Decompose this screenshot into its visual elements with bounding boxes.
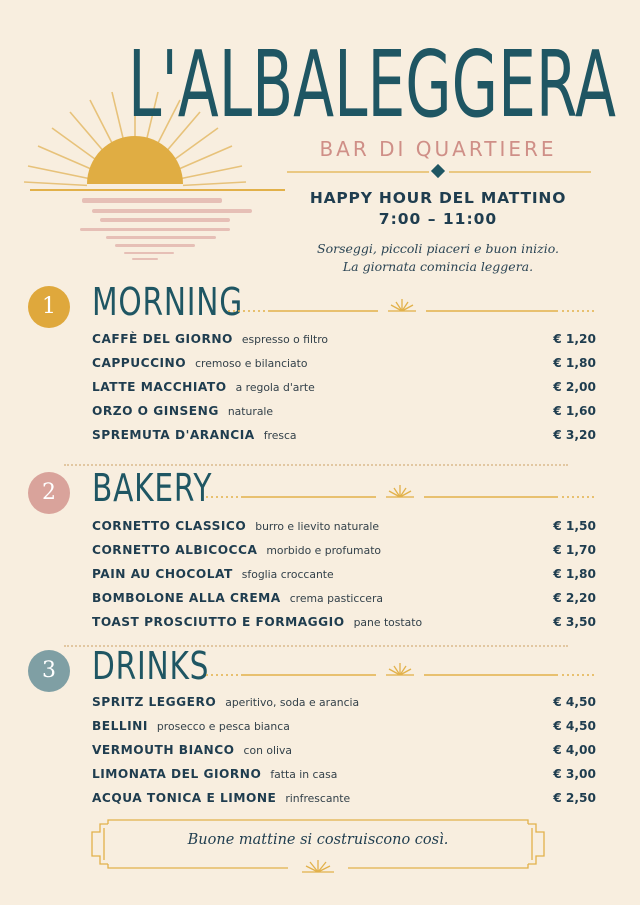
item-desc: prosecco e pesca bianca <box>156 720 290 733</box>
item-name: CORNETTO ALBICOCCA <box>92 543 258 557</box>
item-name: SPRITZ LEGGERO <box>92 695 217 709</box>
section-ornament <box>228 298 596 318</box>
section-header <box>28 466 608 514</box>
item-name: LATTE MACCHIATO <box>92 380 227 394</box>
footer-frame <box>90 818 546 878</box>
tagline-line-1: Sorseggi, piccoli piaceri e buon inizio. <box>317 241 559 256</box>
art-deco-frame <box>90 818 546 878</box>
menu-item <box>92 519 596 543</box>
item-desc: morbido e profumato <box>266 544 382 557</box>
tagline-line-2: La giornata comincia leggera. <box>342 259 534 274</box>
item-desc: crema pasticcera <box>289 592 383 605</box>
footer-slogan: Buone mattine si costruiscono così. <box>187 832 449 848</box>
item-name: ORZO O GINSENG <box>92 404 219 418</box>
menu-list-drinks <box>92 695 596 815</box>
item-name: BELLINI <box>92 719 148 733</box>
menu-list-morning <box>92 332 596 452</box>
menu-item <box>92 743 596 767</box>
section-number-badge: 1 <box>28 286 70 328</box>
item-price: € 1,80 <box>553 567 596 581</box>
item-desc: espresso o filtro <box>241 333 329 346</box>
subtitle: BAR DI QUARTIERE <box>319 137 557 161</box>
section-title: BAKERY <box>92 466 213 510</box>
item-price: € 4,50 <box>553 695 596 709</box>
section-bakery <box>28 466 608 514</box>
item-price: € 4,50 <box>553 719 596 733</box>
item-desc: con oliva <box>243 744 292 757</box>
menu-item <box>92 791 596 815</box>
item-price: € 2,50 <box>553 791 596 805</box>
item-desc: aperitivo, soda e arancia <box>225 696 360 709</box>
section-title: MORNING <box>92 280 244 324</box>
menu-item <box>92 615 596 639</box>
item-name: VERMOUTH BIANCO <box>92 743 235 757</box>
menu-list-bakery <box>92 519 596 639</box>
item-desc: pane tostato <box>353 616 423 629</box>
menu-item <box>92 767 596 791</box>
item-desc: naturale <box>227 405 274 418</box>
item-desc: a regola d'arte <box>235 381 315 394</box>
section-header <box>28 644 608 692</box>
item-name: TOAST PROSCIUTTO E FORMAGGIO <box>92 615 345 629</box>
item-desc: fatta in casa <box>270 768 338 781</box>
section-ornament <box>206 662 596 682</box>
item-name: CAPPUCCINO <box>92 356 187 370</box>
item-price: € 2,00 <box>553 380 596 394</box>
item-name: CAFFÈ DEL GIORNO <box>92 332 233 346</box>
section-ornament <box>206 484 596 504</box>
item-price: € 1,70 <box>553 543 596 557</box>
item-price: € 3,00 <box>553 767 596 781</box>
item-price: € 1,50 <box>553 519 596 533</box>
happy-hour-label: HAPPY HOUR DEL MATTINO <box>309 189 567 207</box>
brand-title-text: L'ALBALEGGERA <box>128 31 617 128</box>
menu-item <box>92 695 596 719</box>
item-desc: fresca <box>263 429 297 442</box>
section-morning <box>28 280 608 328</box>
item-price: € 1,60 <box>553 404 596 418</box>
menu-item <box>92 543 596 567</box>
menu-item <box>92 567 596 591</box>
item-price: € 3,50 <box>553 615 596 629</box>
menu-item <box>92 719 596 743</box>
item-desc: rinfrescante <box>285 792 351 805</box>
item-name: BOMBOLONE ALLA CREMA <box>92 591 281 605</box>
menu-item <box>92 380 596 404</box>
item-desc: sfoglia croccante <box>241 568 334 581</box>
item-desc: cremoso e bilanciato <box>195 357 308 370</box>
menu-item <box>92 404 596 428</box>
tagline <box>286 240 590 276</box>
item-name: CORNETTO CLASSICO <box>92 519 247 533</box>
item-price: € 2,20 <box>553 591 596 605</box>
item-price: € 4,00 <box>553 743 596 757</box>
section-header <box>28 280 608 328</box>
item-price: € 1,80 <box>553 356 596 370</box>
item-name: PAIN AU CHOCOLAT <box>92 567 233 581</box>
section-number-badge: 2 <box>28 472 70 514</box>
menu-item <box>92 428 596 452</box>
menu-item <box>92 591 596 615</box>
section-number-badge: 3 <box>28 650 70 692</box>
menu-item <box>92 356 596 380</box>
section-drinks <box>28 644 608 692</box>
item-price: € 1,20 <box>553 332 596 346</box>
brand-title <box>128 28 620 128</box>
item-desc: burro e lievito naturale <box>255 520 380 533</box>
item-price: € 3,20 <box>553 428 596 442</box>
item-name: SPREMUTA D'ARANCIA <box>92 428 255 442</box>
header-divider <box>287 164 591 180</box>
item-name: LIMONATA DEL GIORNO <box>92 767 262 781</box>
section-title: DRINKS <box>92 644 210 688</box>
happy-hour-time: 7:00 – 11:00 <box>378 210 498 228</box>
menu-item <box>92 332 596 356</box>
item-name: ACQUA TONICA E LIMONE <box>92 791 277 805</box>
